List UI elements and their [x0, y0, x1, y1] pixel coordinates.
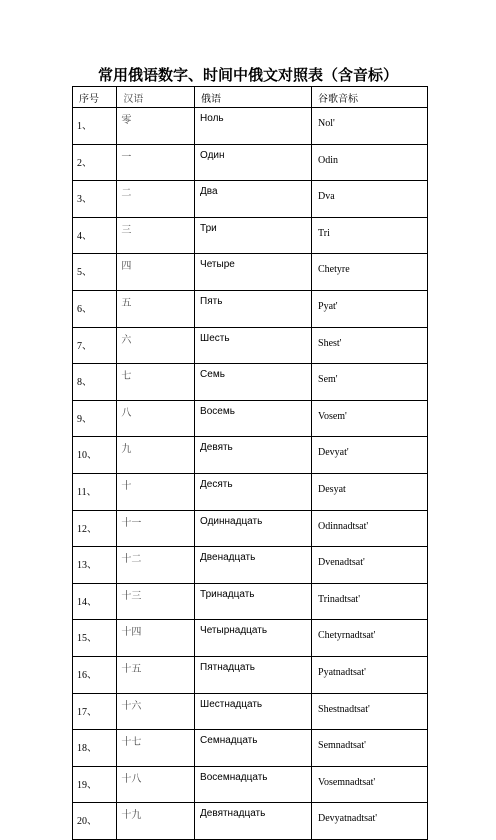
row-russian-cell: Три: [195, 217, 312, 254]
table-row: [73, 254, 428, 291]
vocabulary-table: [72, 86, 428, 840]
row-transliteration-cell: Vosemnadtsat': [312, 766, 428, 803]
row-index-cell: 17、: [73, 693, 117, 730]
row-russian-cell: Четырнадцать: [195, 620, 312, 657]
row-chinese-cell: 七: [117, 364, 195, 401]
row-chinese-cell: 四: [117, 254, 195, 291]
row-index-cell: 15、: [73, 620, 117, 657]
row-russian-cell: Семь: [195, 364, 312, 401]
row-russian-cell: Одиннадцать: [195, 510, 312, 547]
row-index-cell: 1、: [73, 108, 117, 145]
row-chinese-cell: 二: [117, 181, 195, 218]
table-row: [73, 730, 428, 767]
row-russian-cell: Восемнадцать: [195, 766, 312, 803]
row-transliteration-cell: Desyat: [312, 473, 428, 510]
row-transliteration-cell: Chetyrnadtsat': [312, 620, 428, 657]
header-index: 序号: [73, 87, 117, 108]
row-chinese-cell: 十九: [117, 803, 195, 840]
row-index-cell: 3、: [73, 181, 117, 218]
row-chinese-cell: 十六: [117, 693, 195, 730]
row-chinese-cell: 九: [117, 437, 195, 474]
row-russian-cell: Четыре: [195, 254, 312, 291]
row-chinese-cell: 十四: [117, 620, 195, 657]
header-chinese: 汉语: [117, 87, 195, 108]
row-chinese-cell: 十七: [117, 730, 195, 767]
row-chinese-cell: 三: [117, 217, 195, 254]
table-row: [73, 181, 428, 218]
row-transliteration-cell: Pyat': [312, 290, 428, 327]
row-index-cell: 7、: [73, 327, 117, 364]
table-row: [73, 620, 428, 657]
table-row: [73, 766, 428, 803]
row-index-cell: 4、: [73, 217, 117, 254]
row-index-cell: 19、: [73, 766, 117, 803]
table-row: [73, 217, 428, 254]
row-chinese-cell: 十: [117, 473, 195, 510]
row-chinese-cell: 十三: [117, 583, 195, 620]
row-chinese-cell: 八: [117, 400, 195, 437]
row-transliteration-cell: Chetyre: [312, 254, 428, 291]
row-chinese-cell: 十八: [117, 766, 195, 803]
row-russian-cell: Девятнадцать: [195, 803, 312, 840]
row-chinese-cell: 五: [117, 290, 195, 327]
row-russian-cell: Семнадцать: [195, 730, 312, 767]
row-chinese-cell: 十五: [117, 656, 195, 693]
row-russian-cell: Шесть: [195, 327, 312, 364]
row-transliteration-cell: Devyatnadtsat': [312, 803, 428, 840]
table-row: [73, 144, 428, 181]
row-transliteration-cell: Vosem': [312, 400, 428, 437]
table-row: [73, 510, 428, 547]
row-index-cell: 11、: [73, 473, 117, 510]
row-chinese-cell: 六: [117, 327, 195, 364]
header-transliteration: 谷歌音标: [312, 87, 428, 108]
row-russian-cell: Тринадцать: [195, 583, 312, 620]
table-row: [73, 583, 428, 620]
row-transliteration-cell: Odin: [312, 144, 428, 181]
row-index-cell: 16、: [73, 656, 117, 693]
table-row: [73, 656, 428, 693]
row-transliteration-cell: Devyat': [312, 437, 428, 474]
row-transliteration-cell: Dva: [312, 181, 428, 218]
row-russian-cell: Шестнадцать: [195, 693, 312, 730]
row-index-cell: 12、: [73, 510, 117, 547]
row-transliteration-cell: Sem': [312, 364, 428, 401]
row-transliteration-cell: Semnadtsat': [312, 730, 428, 767]
row-index-cell: 9、: [73, 400, 117, 437]
row-transliteration-cell: Pyatnadtsat': [312, 656, 428, 693]
row-transliteration-cell: Nol': [312, 108, 428, 145]
table-header-row: [73, 87, 428, 108]
row-russian-cell: Десять: [195, 473, 312, 510]
row-russian-cell: Девять: [195, 437, 312, 474]
row-transliteration-cell: Dvenadtsat': [312, 547, 428, 584]
table-row: [73, 437, 428, 474]
row-index-cell: 14、: [73, 583, 117, 620]
row-russian-cell: Пять: [195, 290, 312, 327]
row-chinese-cell: 十一: [117, 510, 195, 547]
row-index-cell: 13、: [73, 547, 117, 584]
row-index-cell: 5、: [73, 254, 117, 291]
row-russian-cell: Один: [195, 144, 312, 181]
page-title: 常用俄语数字、时间中俄文对照表（含音标）: [97, 66, 398, 84]
row-russian-cell: Восемь: [195, 400, 312, 437]
row-chinese-cell: 零: [117, 108, 195, 145]
row-transliteration-cell: Tri: [312, 217, 428, 254]
table-row: [73, 364, 428, 401]
row-chinese-cell: 一: [117, 144, 195, 181]
table-row: [73, 473, 428, 510]
row-transliteration-cell: Odinnadtsat': [312, 510, 428, 547]
table-row: [73, 108, 428, 145]
row-russian-cell: Двенадцать: [195, 547, 312, 584]
header-russian: 俄语: [195, 87, 312, 108]
row-chinese-cell: 十二: [117, 547, 195, 584]
row-index-cell: 2、: [73, 144, 117, 181]
row-index-cell: 10、: [73, 437, 117, 474]
row-index-cell: 18、: [73, 730, 117, 767]
row-index-cell: 20、: [73, 803, 117, 840]
row-russian-cell: Два: [195, 181, 312, 218]
row-transliteration-cell: Trinadtsat': [312, 583, 428, 620]
table-row: [73, 327, 428, 364]
row-index-cell: 8、: [73, 364, 117, 401]
table-row: [73, 400, 428, 437]
table-row: [73, 693, 428, 730]
row-russian-cell: Ноль: [195, 108, 312, 145]
row-russian-cell: Пятнадцать: [195, 656, 312, 693]
row-transliteration-cell: Shestnadtsat': [312, 693, 428, 730]
table-row: [73, 547, 428, 584]
row-transliteration-cell: Shest': [312, 327, 428, 364]
table-row: [73, 803, 428, 840]
table-row: [73, 290, 428, 327]
row-index-cell: 6、: [73, 290, 117, 327]
